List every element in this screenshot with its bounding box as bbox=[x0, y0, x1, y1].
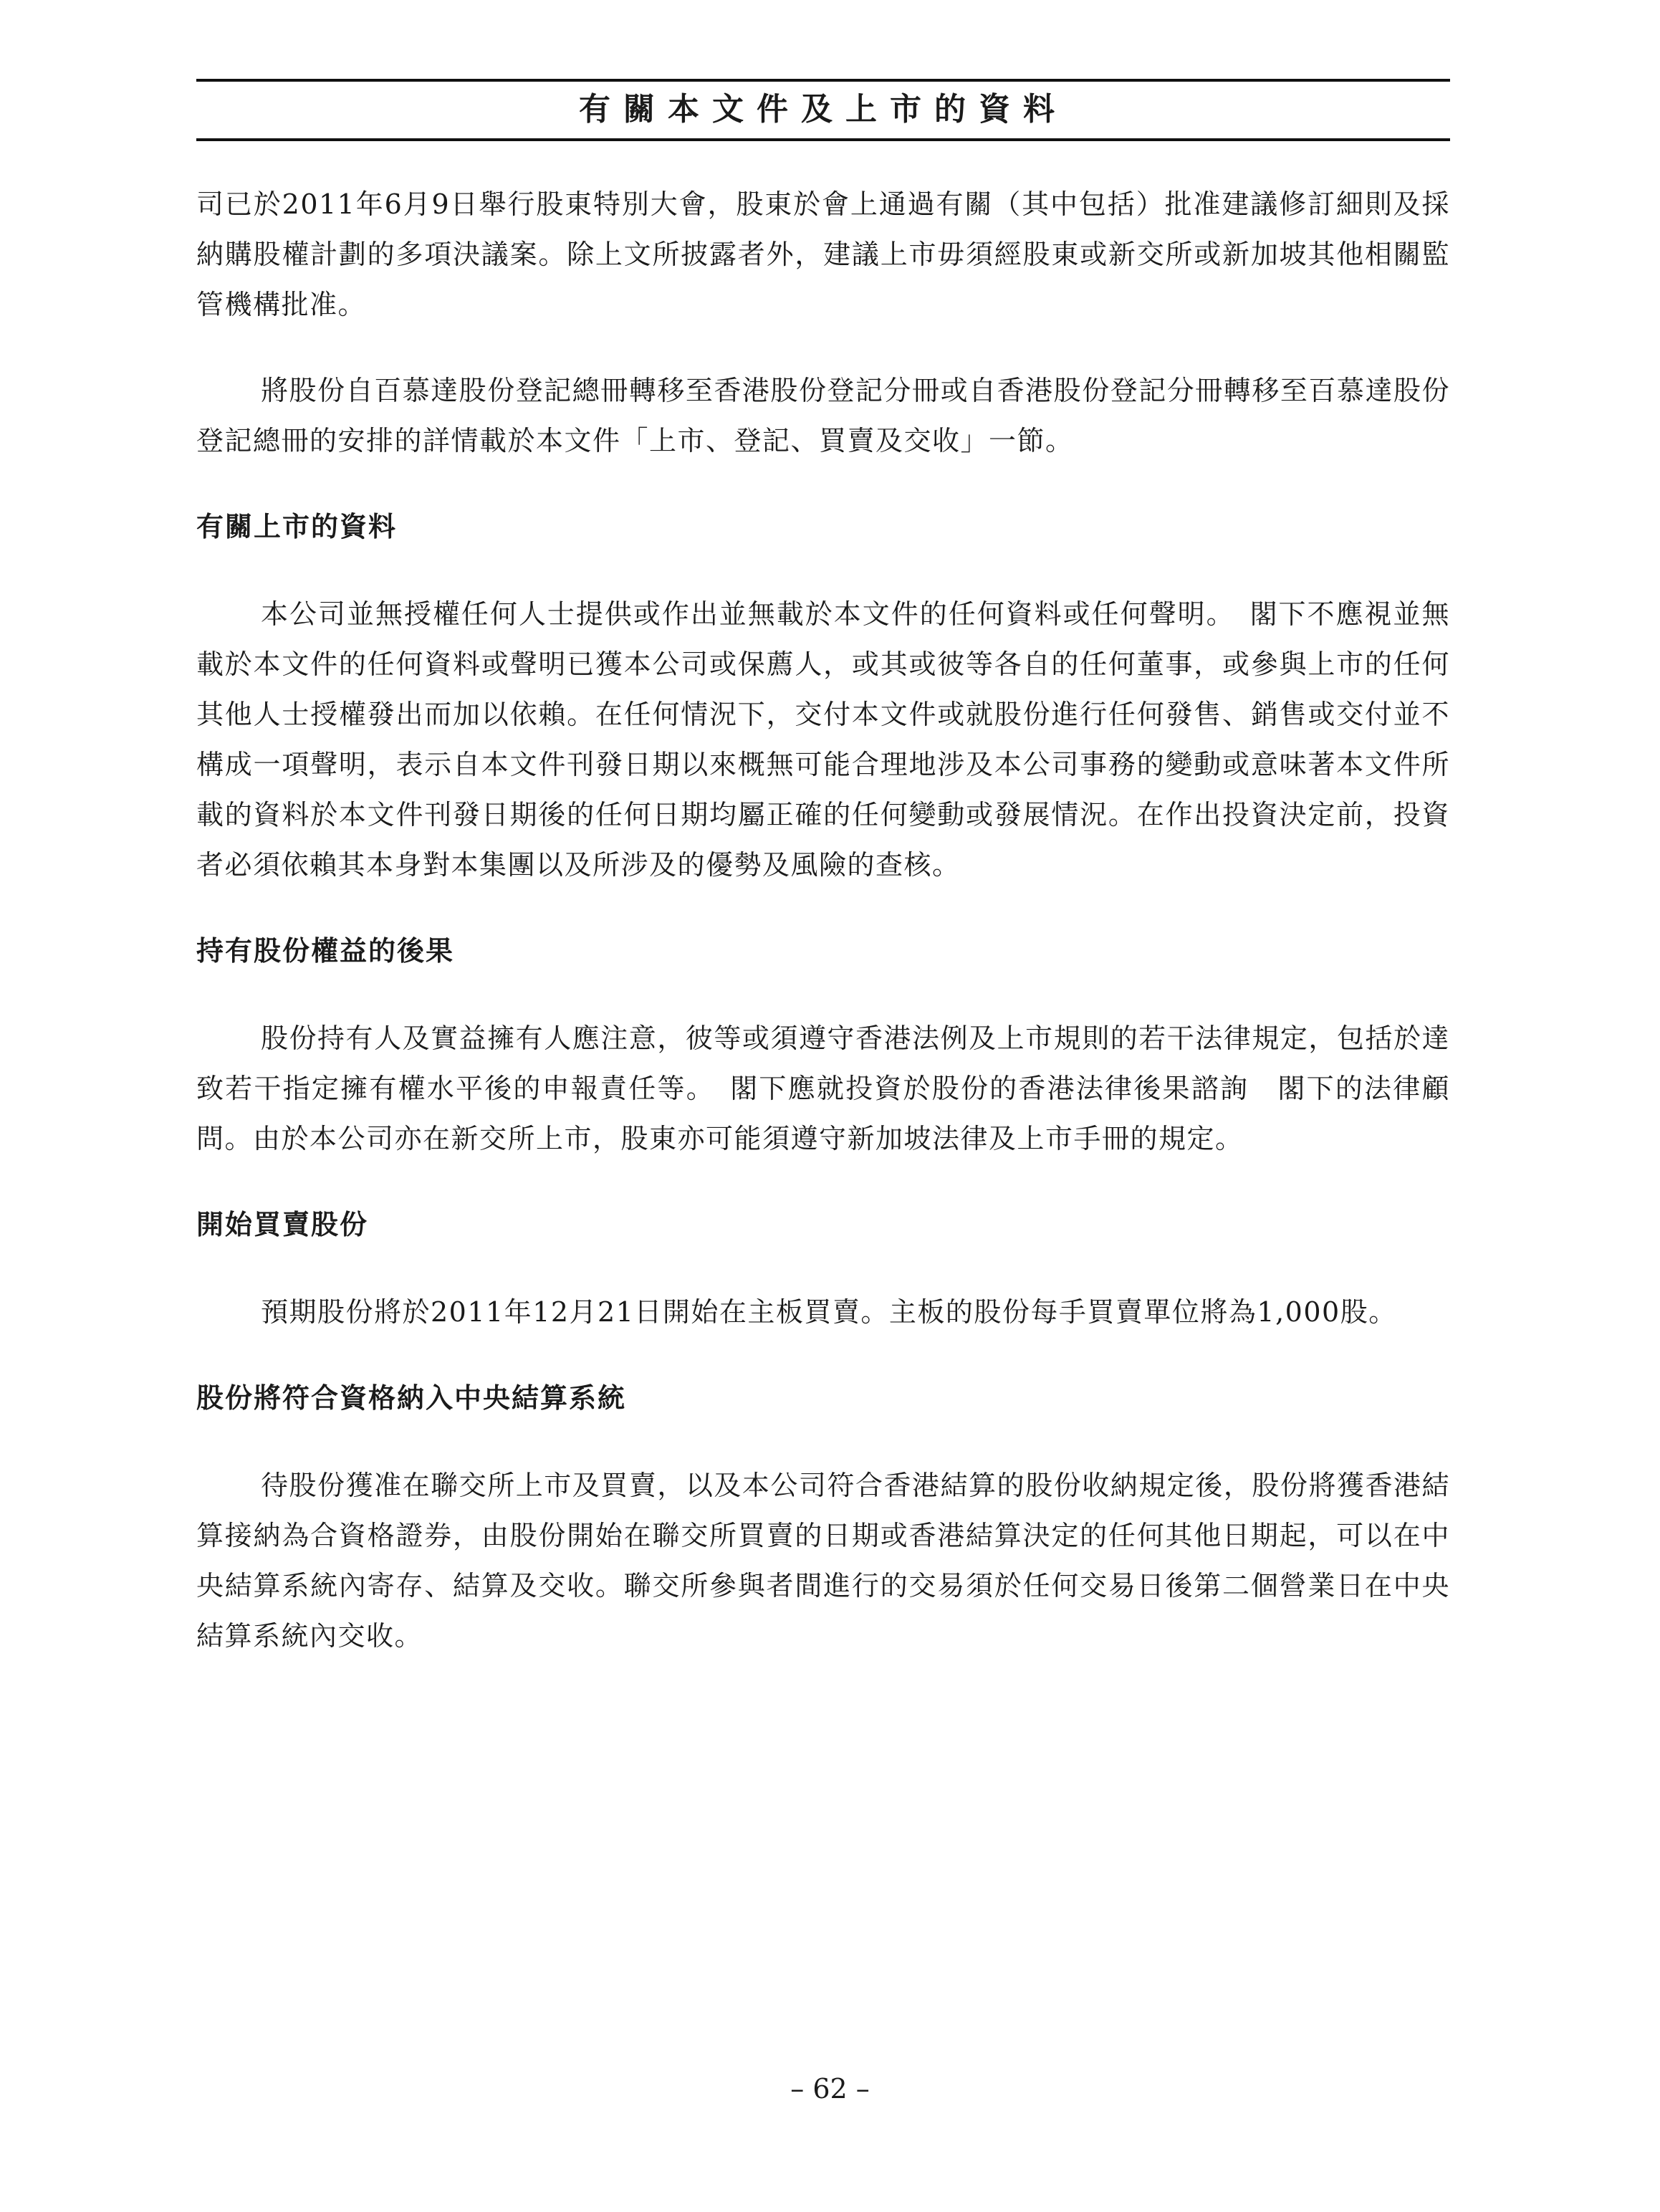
paragraph-dealing-commencement: 預期股份將於2011年12月21日開始在主板買賣。主板的股份每手買賣單位將為1,000股。 bbox=[261, 1296, 1397, 1328]
section-heading-listing-info: 有關上市的資料 bbox=[196, 511, 398, 542]
document-body bbox=[196, 179, 1450, 1697]
paragraph-share-register-transfer: 將股份自百慕達股份登記總冊轉移至香港股份登記分冊或自香港股份登記分冊轉移至百慕達股份登記總冊的安排的詳情載於本文件「上市、登記、買賣及交收」一節。 bbox=[196, 375, 1450, 456]
paragraph-listing-info: 本公司並無授權任何人士提供或作出並無載於本文件的任何資料或任何聲明。 閣下不應視並無載於本文件的任何資料或聲明已獲本公司或保薦人，或其或彼等各自的任何董事，或參與上市的任何其他人士授權發出而加以依賴。在任何情況下，交付本文件或就股份進行任何發售、銷售或交付並不構成一項聲明，表示自本文件刊發日期以來概無可能合理地涉及本公司事務的變動或意味著本文件所載的資料於本文件刊發日期後的任何日期均屬正確的任何變動或發展情況。在作出投資決定前，投資者必須依賴其本身對本集團以及所涉及的優勢及風險的查核。 bbox=[196, 598, 1450, 881]
paragraph-shareholding-consequences: 股份持有人及實益擁有人應注意，彼等或須遵守香港法例及上市規則的若干法律規定，包括於達致若干指定擁有權水平後的申報責任等。 閣下應就投資於股份的香港法律後果諮詢 閣下的法律顧問。由於本公司亦在新交所上市，股東亦可能須遵守新加坡法律及上市手冊的規定。 bbox=[196, 1023, 1450, 1154]
section-heading-shareholding-consequences: 持有股份權益的後果 bbox=[196, 935, 455, 967]
page-header-title: 有關本文件及上市的資料 bbox=[579, 91, 1068, 128]
paragraph-ccass-eligibility: 待股份獲准在聯交所上市及買賣，以及本公司符合香港結算的股份收納規定後，股份將獲香港結算接納為合資格證券，由股份開始在聯交所買賣的日期或香港結算決定的任何其他日期起，可以在中央結算系統內寄存、結算及交收。聯交所參與者間進行的交易須於任何交易日後第二個營業日在中央結算系統內交收。 bbox=[196, 1470, 1450, 1652]
section-heading-dealing-commencement: 開始買賣股份 bbox=[196, 1209, 369, 1240]
page-number: – 62 – bbox=[790, 2073, 870, 2105]
header-rule-top bbox=[196, 79, 1450, 82]
section-heading-ccass-eligibility: 股份將符合資格納入中央結算系統 bbox=[196, 1382, 627, 1414]
header-rule-bottom bbox=[196, 138, 1450, 141]
paragraph-egm-resolutions: 司已於2011年6月9日舉行股東特別大會，股東於會上通過有關（其中包括）批准建議修訂細則及採納購股權計劃的多項決議案。除上文所披露者外，建議上市毋須經股東或新交所或新加坡其他相關監管機構批准。 bbox=[196, 188, 1450, 320]
